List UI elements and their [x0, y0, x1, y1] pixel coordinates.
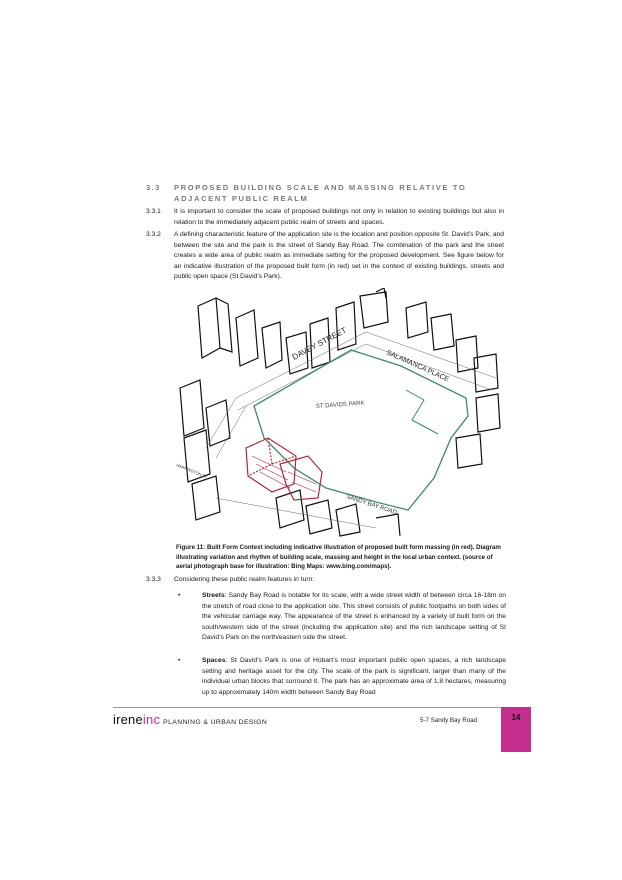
paragraph-text: Considering these public realm features in turn:: [174, 576, 315, 583]
bullet-dot: •: [178, 657, 181, 664]
bullet-heading: Spaces: [202, 657, 226, 664]
paragraph-text: It is important to consider the scale of proposed buildings not only in relation to existing buildings but also in relation to the immediately adjacent public realm of streets and spaces.: [174, 208, 504, 226]
figure-caption: Figure 11: Built Form Context including indicative illustration of proposed built form massing (in red). Diagram illustrating variation and rhythm of building scale, massing and height in the local urban context. (source of aerial photograph base for illustration: Bing Maps: www.bing.com/maps).: [176, 544, 501, 571]
logo-irene: irene: [113, 712, 143, 727]
urban-context-sketch: [176, 288, 506, 538]
paragraph-text: A defining characteristic feature of the application site is the location and position opposite St. David’s Park, and between the site and the park is the street of Sandy Bay Road. The combination of the park and the street creates a wide area of public realm as immediate setting for the proposed development. See figure below for an indicative illustration of the proposed built form (in red) set in the context of existing buildings, streets and public open space (St David’s Park).: [174, 231, 504, 281]
bullet-heading: Streets: [202, 592, 225, 599]
bullet-text: : Sandy Bay Road is notable for its scale, with a wide street width of between circa 16-18m on the stretch of road close to the application site. This street consists of public footpaths on both sides of the vehicular carriage way. The appearance of the street is enhanced by a variety of built form on the south/western side of the street (including the application site) and the rich landscape setting of St David’s Park on the north/eastern side the street.: [202, 592, 506, 642]
label-salamanca-place: SALAMANCA PLACE: [385, 349, 450, 384]
proposed-building-massing: [246, 438, 322, 500]
label-sandy-bay-road: SANDY BAY ROAD: [345, 494, 398, 517]
footer-rule: [113, 707, 531, 708]
existing-buildings: [180, 288, 500, 536]
label-st-davids-park: ST DAVIDS PARK: [315, 400, 365, 410]
paragraph-number: 3.3.2: [146, 231, 161, 238]
section-title: PROPOSED BUILDING SCALE AND MASSING RELATIVE TO ADJACENT PUBLIC REALM: [174, 183, 467, 203]
bullet-streets: [178, 591, 506, 644]
label-harrington-street: HARRINGTON ST: [176, 462, 209, 480]
bullet-text: : St David’s Park is one of Hobart’s most important public open spaces, a rich landscape setting and heritage asset for the city. The scale of the park is significant, larger than many of the individual urban blocks that surround it. The park has an approximate area of 1.8 hectares, measuring up to approximately 140m width between Sandy Bay Road: [202, 657, 506, 696]
bullet-dot: •: [178, 592, 181, 599]
footer-logo: [113, 712, 267, 727]
park-path: [406, 390, 438, 434]
page-number: 14: [511, 713, 521, 722]
page-number-box: [501, 707, 531, 752]
logo-inc: inc: [142, 712, 161, 727]
paragraph-number: 3.3.1: [146, 208, 161, 215]
label-davey-street: DAVEY STREET: [290, 325, 349, 362]
bullet-spaces: [178, 656, 506, 698]
footer-address: 5-7 Sandy Bay Road: [420, 717, 478, 724]
section-number: 3.3: [146, 183, 161, 192]
paragraph-number: 3.3.3: [146, 576, 161, 583]
logo-tagline: PLANNING & URBAN DESIGN: [163, 719, 268, 726]
built-form-figure: [176, 288, 506, 538]
